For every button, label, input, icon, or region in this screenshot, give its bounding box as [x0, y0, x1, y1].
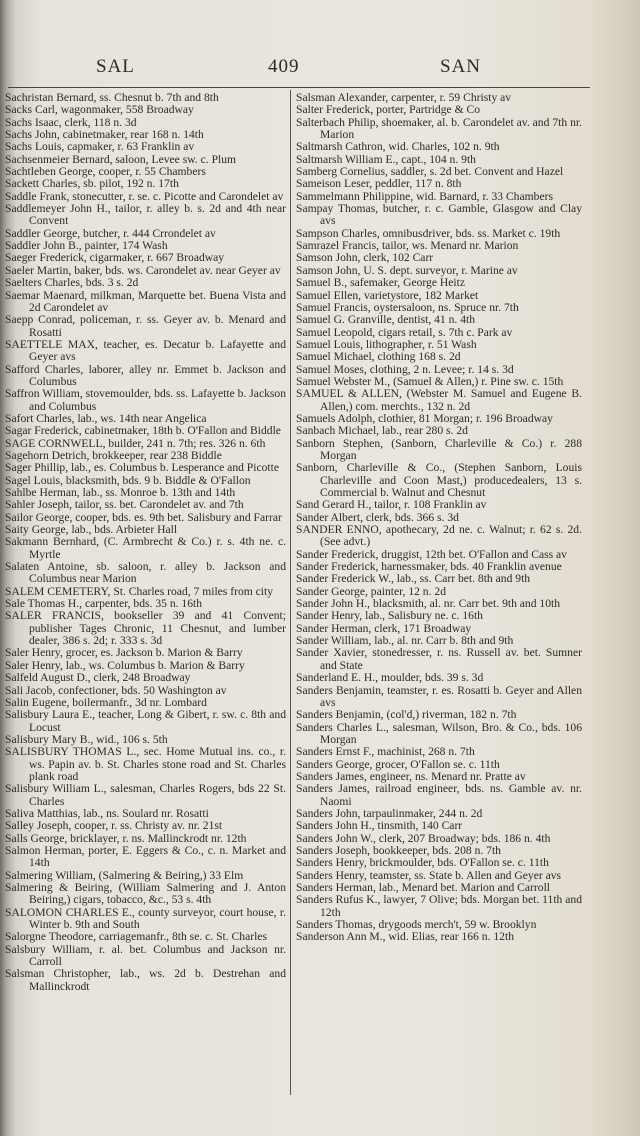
directory-entry: SALISBURY THOMAS L., sec. Home Mutual ins. co., r. ws. Papin av. b. St. Charles stone road and St. Charles plank road	[5, 745, 286, 783]
directory-entry: Samuel B., safemaker, George Heitz	[296, 276, 465, 290]
directory-entry: Sanders John W., clerk, 207 Broadway; bds. 186 n. 4th	[296, 831, 551, 845]
directory-entry: Salmering & Beiring, (William Salmering and J. Anton Beiring,) cigars, tobacco, &c., 53 s. 4th	[5, 881, 286, 907]
directory-entry: Sanders John, tarpaulinmaker, 244 n. 2d	[296, 806, 483, 820]
directory-entry: Saffron William, stovemoulder, bds. ss. Lafayette b. Jackson and Columbus	[5, 387, 286, 413]
directory-entry: Safford Charles, laborer, alley nr. Emmet b. Jackson and Columbus	[5, 362, 286, 388]
directory-entry: Sali Jacob, confectioner, bds. 50 Washington av	[5, 683, 227, 697]
directory-entry: Sanders Ernst F., machinist, 268 n. 7th	[296, 745, 475, 759]
directory-entry: Sampson Charles, omnibusdriver, bds. ss. Market c. 19th	[296, 226, 561, 240]
directory-entry: Sachsenmeier Bernard, saloon, Levee sw. c. Plum	[5, 152, 237, 166]
directory-entry: Salisbury Mary B., wid., 106 s. 5th	[5, 732, 168, 746]
directory-entry: Saddle Frank, stonecutter, r. se. c. Picotte and Carondelet av	[5, 189, 284, 203]
directory-entry: Saeger Frederick, cigarmaker, r. 667 Broadway	[5, 251, 225, 265]
directory-entry: Sander Albert, clerk, bds. 366 s. 3d	[296, 510, 459, 524]
directory-entry: Saler Henry, grocer, es. Jackson b. Marion & Barry	[5, 646, 243, 660]
directory-entry: Samuels Adolph, clothier, 81 Morgan; r. 196 Broadway	[296, 411, 553, 425]
directory-entry: Samuel Moses, clothing, 2 n. Levee; r. 14 s. 3d	[296, 362, 514, 376]
directory-entry: Sanders Benjamin, teamster, r. es. Rosatti b. Geyer and Allen avs	[296, 683, 582, 709]
directory-entry: Sackett Charles, sb. pilot, 192 n. 17th	[5, 177, 179, 191]
page-number: 409	[268, 56, 300, 77]
right-column	[296, 92, 582, 944]
directory-entry: Sanders George, grocer, O'Fallon se. c. 11th	[296, 757, 500, 771]
directory-entry: Sachtleben George, cooper, r. 55 Chambers	[5, 165, 206, 179]
directory-entry: Sander Xavier, stonedresser, r. ns. Russell av. bet. Sumner and State	[296, 646, 582, 672]
directory-entry: Sand Gerard H., tailor, r. 108 Franklin av	[296, 498, 487, 512]
directory-entry: Sanders Herman, lab., Menard bet. Marion and Carroll	[296, 881, 551, 894]
directory-entry: Sanders Benjamin, (col'd,) riverman, 182 n. 7th	[296, 708, 517, 722]
directory-entry: Salmon Herman, porter, E. Eggers & Co., c. n. Market and 14th	[5, 843, 286, 870]
directory-entry: Samuel Francis, oystersaloon, ns. Spruce nr. 7th	[296, 300, 519, 314]
directory-entry: Sachristan Bernard, ss. Chesnut b. 7th and 8th	[5, 91, 219, 104]
directory-entry: Salorgne Theodore, carriagemanfr., 8th se. c. St. Charles	[5, 930, 267, 944]
directory-entry: Sale Thomas H., carpenter, bds. 35 n. 16th	[5, 597, 203, 611]
directory-entry: Samuel G. Granville, dentist, 41 n. 4th	[296, 313, 476, 327]
directory-entry: SALEM CEMETERY, St. Charles road, 7 miles from city	[5, 584, 274, 598]
directory-entry: Sachs Isaac, clerk, 118 n. 3d	[5, 115, 137, 129]
directory-entry: SAGE CORNWELL, builder, 241 n. 7th; res. 326 n. 6th	[5, 436, 266, 450]
directory-entry: Salfeld August D., clerk, 248 Broadway	[5, 671, 191, 685]
directory-entry: Saler Henry, lab., ws. Columbus b. Marion & Barry	[5, 658, 245, 672]
directory-entry: Saltmarsh Cathron, wid. Charles, 102 n. 9th	[296, 140, 500, 154]
directory-entry: Sachs John, cabinetmaker, rear 168 n. 14th	[5, 128, 204, 142]
directory-entry: Salin Eugene, boilermanfr., 3d nr. Lombard	[5, 695, 207, 709]
directory-entry: SANDER ENNO, apothecary, 2d ne. c. Walnut; r. 62 s. 2d. (See advt.)	[296, 523, 582, 549]
directory-entry: Sander Henry, lab., Salisbury ne. c. 16th	[296, 609, 483, 623]
directory-entry: Salsman Alexander, carpenter, r. 59 Christy av	[296, 91, 512, 104]
right-guide-word: SAN	[440, 56, 482, 77]
directory-entry: Sagel Louis, blacksmith, bds. 9 b. Biddle & O'Fallon	[5, 473, 251, 487]
directory-entry: Sander John H., blacksmith, al. nr. Carr bet. 9th and 10th	[296, 597, 561, 611]
directory-entry: Sagehorn Detrich, brokkeeper, rear 238 Biddle	[5, 448, 222, 462]
directory-entry: Sanborn Stephen, (Sanborn, Charleville & Co.) r. 288 Morgan	[296, 436, 582, 462]
directory-entry: Sanderland E. H., moulder, bds. 39 s. 3d	[296, 671, 484, 685]
directory-entry: Sanderson Ann M., wid. Elias, rear 166 n. 12th	[296, 930, 514, 944]
directory-entry: Sander Frederick, harnessmaker, bds. 40 Franklin avenue	[296, 560, 562, 574]
directory-entry: Sameison Leser, peddler, 117 n. 8th	[296, 177, 462, 191]
directory-entry: SAMUEL & ALLEN, (Webster M. Samuel and Eugene B. Allen,) com. merchts., 132 n. 2d	[296, 387, 582, 413]
directory-entry: Sahlbe Herman, lab., ss. Monroe b. 13th and 14th	[5, 486, 236, 499]
directory-entry: Sacks Carl, wagonmaker, 558 Broadway	[5, 103, 194, 117]
directory-entry: Sanders James, railroad engineer, bds. ns. Gamble av. nr. Naomi	[296, 782, 582, 808]
directory-entry: Samuel Ellen, varietystore, 182 Market	[296, 288, 479, 302]
directory-entry: Sanders John H., tinsmith, 140 Carr	[296, 819, 463, 833]
directory-entry: Salsman Christopher, lab., ws. 2d b. Destrehan and Mallinckrodt	[5, 967, 286, 993]
directory-entry: Sanbach Michael, lab., rear 280 s. 2d	[296, 424, 468, 438]
directory-entry: Sanders Thomas, drygoods merch't, 59 w. Brooklyn	[296, 918, 537, 932]
directory-entry: Saity George, lab., bds. Arbieter Hall	[5, 523, 178, 537]
directory-entry: SALER FRANCIS, bookseller 39 and 41 Convent; publisher Tages Chronic, 11 Chesnut, and lumber dealer, 386 s. 2d; r. 333 s. 3d	[5, 609, 286, 648]
directory-entry: Sanders James, engineer, ns. Menard nr. Pratte av	[296, 769, 526, 783]
directory-entry: Saelters Charles, bds. 3 s. 2d	[5, 276, 139, 290]
directory-entry: Salaten Antoine, sb. saloon, r. alley b. Jackson and Columbus near Marion	[5, 560, 286, 586]
directory-entry: Samrazel Francis, tailor, ws. Menard nr. Marion	[296, 239, 519, 253]
directory-entry: Saepp Conrad, policeman, r. ss. Geyer av. b. Menard and Rosatti	[5, 313, 286, 339]
directory-entry: Sampay Thomas, butcher, r. c. Gamble, Glasgow and Clay avs	[296, 202, 582, 228]
directory-entry: Saltmarsh William E., capt., 104 n. 9th	[296, 152, 476, 166]
directory-entry: Samson John, clerk, 102 Carr	[296, 251, 434, 265]
directory-entry: Sager Phillip, lab., es. Columbus b. Lesperance and Picotte	[5, 461, 280, 475]
directory-entry: Salsbury William, r. al. bet. Columbus and Jackson nr. Carroll	[5, 942, 286, 969]
directory-entry: Salls George, bricklayer, r. ns. Mallinckrodt nr. 12th	[5, 831, 247, 845]
left-column	[5, 92, 286, 993]
directory-entry: Sahler Joseph, tailor, ss. bet. Carondelet av. and 7th	[5, 498, 244, 512]
directory-entry: SALOMON CHARLES E., county surveyor, court house, r. Winter b. 9th and South	[5, 905, 286, 932]
directory-entry: Salley Joseph, cooper, r. ss. Christy av. nr. 21st	[5, 819, 223, 833]
directory-entry: Salisbury Laura E., teacher, Long & Gibert, r. sw. c. 8th and Locust	[5, 708, 286, 734]
directory-entry: Saeler Martin, baker, bds. ws. Carondelet av. near Geyer av	[5, 263, 281, 277]
directory-entry: Sailor George, cooper, bds. es. 9th bet. Salisbury and Farrar	[5, 510, 282, 524]
directory-entry: Samuel Leopold, cigars retail, s. 7th c. Park av	[296, 325, 513, 339]
directory-entry: Salter Frederick, porter, Partridge & Co	[296, 103, 481, 117]
directory-entry: Sander Herman, clerk, 171 Broadway	[296, 621, 472, 635]
directory-entry: Samuel Webster M., (Samuel & Allen,) r. Pine sw. c. 15th	[296, 374, 564, 388]
directory-entry: Samberg Cornelius, saddler, s. 2d bet. Convent and Hazel	[296, 165, 564, 179]
directory-entry: Samuel Michael, clothing 168 s. 2d	[296, 350, 461, 364]
directory-entry: Sander Frederick, druggist, 12th bet. O'Fallon and Cass av	[296, 547, 567, 561]
header-rule	[8, 87, 590, 88]
directory-entry: Sander Frederick W., lab., ss. Carr bet. 8th and 9th	[296, 572, 531, 586]
column-divider	[290, 90, 291, 1095]
running-header	[0, 56, 640, 82]
directory-entry: Samuel Louis, lithographer, r. 51 Wash	[296, 337, 477, 351]
directory-entry: Salmering William, (Salmering & Beiring,) 33 Elm	[5, 868, 244, 882]
directory-entry: Sanders Joseph, bookkeeper, bds. 208 n. 7th	[296, 843, 501, 857]
directory-entry: Saliva Matthias, lab., ns. Soulard nr. Rosatti	[5, 806, 209, 820]
directory-entry: Sanders Charles L., salesman, Wilson, Bro. & Co., bds. 106 Morgan	[296, 720, 582, 746]
directory-entry: Sagar Frederick, cabinetmaker, 18th b. O'Fallon and Biddle	[5, 424, 281, 438]
directory-entry: SAETTELE MAX, teacher, es. Decatur b. Lafayette and Geyer avs	[5, 337, 286, 364]
directory-entry: Saddlemeyer John H., tailor, r. alley b. s. 2d and 4th near Convent	[5, 202, 286, 228]
directory-entry: Sammelmann Philippine, wid. Barnard, r. 33 Chambers	[296, 189, 553, 203]
directory-entry: Saemar Maenard, milkman, Marquette bet. Buena Vista and 2d Carondelet av	[5, 288, 286, 314]
directory-entry: Sakmann Bernhard, (C. Armbrecht & Co.) r. s. 4th ne. c. Myrtle	[5, 535, 286, 561]
directory-entry: Samson John, U. S. dept. surveyor, r. Marine av	[296, 263, 518, 277]
directory-entry: Salterbach Philip, shoemaker, al. b. Carondelet av. and 7th nr. Marion	[296, 115, 582, 142]
directory-entry: Safort Charles, lab., ws. 14th near Angelica	[5, 411, 207, 425]
directory-entry: Saddler George, butcher, r. 444 Crrondelet av	[5, 226, 216, 240]
directory-entry: Sander George, painter, 12 n. 2d	[296, 584, 446, 598]
directory-entry: Sachs Louis, capmaker, r. 63 Franklin av	[5, 140, 195, 154]
directory-entry: Sanders Henry, brickmoulder, bds. O'Fallon se. c. 11th	[296, 856, 549, 870]
directory-entry: Saddler John B., painter, 174 Wash	[5, 239, 168, 253]
directory-entry: Sander William, lab., al. nr. Carr b. 8th and 9th	[296, 634, 514, 648]
directory-entry: Sanders Rufus K., lawyer, 7 Olive; bds. Morgan bet. 11th and 12th	[296, 893, 582, 919]
directory-entry: Sanders Henry, teamster, ss. State b. Allen and Geyer avs	[296, 868, 562, 882]
left-guide-word: SAL	[96, 56, 135, 77]
directory-entry: Sanborn, Charleville & Co., (Stephen Sanborn, Louis Charleville and Coon Mast,) producedealers, 13 s. Commercial b. Walnut and Chesnut	[296, 461, 582, 499]
directory-entry: Salisbury William L., salesman, Charles Rogers, bds 22 St. Charles	[5, 782, 286, 808]
